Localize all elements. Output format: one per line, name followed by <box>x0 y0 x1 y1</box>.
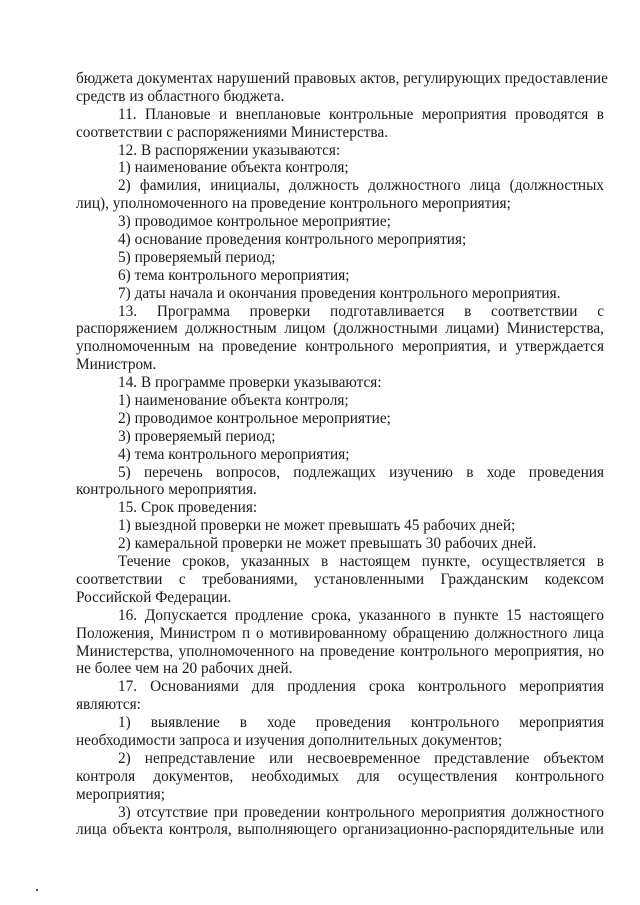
text-line: лица объекта контроля, выполняющего организационно-распорядительные или <box>76 821 604 839</box>
document-body <box>76 70 608 839</box>
text-line: 2) проводимое контрольное мероприятие; <box>118 409 391 427</box>
text-line: не более чем на 20 рабочих дней. <box>76 660 293 678</box>
text-line: Российской Федерации. <box>76 588 232 606</box>
text-line: 15. Срок проведения: <box>118 499 258 517</box>
text-line: 12. В распоряжении указываются: <box>118 141 341 159</box>
text-line: Течение сроков, указанных в настоящем пункте, осуществляется в <box>118 553 604 571</box>
text-line: распоряжением должностным лицом (должностными лицами) Министерства, <box>76 320 604 338</box>
text-line: контроля документов, необходимых для осуществления контрольного <box>76 767 604 785</box>
text-line: бюджета документах нарушений правовых актов, регулирующих предоставление <box>76 70 608 87</box>
text-line: 11. Плановые и внеплановые контрольные мероприятия проводятся в <box>118 105 604 123</box>
text-line: 4) основание проведения контрольного мероприятия; <box>118 231 467 249</box>
text-line: 3) проверяемый период; <box>118 427 276 445</box>
text-line: лиц), уполномоченного на проведение контрольного мероприятия; <box>76 195 511 213</box>
text-line: 16. Допускается продление срока, указанного в пункте 15 настоящего <box>118 606 604 624</box>
text-line: 1) наименование объекта контроля; <box>118 392 349 410</box>
text-line: являются: <box>76 696 141 714</box>
text-line: контрольного мероприятия. <box>76 481 257 499</box>
text-line: 7) даты начала и окончания проведения контрольного мероприятия. <box>118 284 561 302</box>
text-line: уполномоченным на проведение контрольного мероприятия, и утверждается <box>76 338 604 356</box>
text-line: 5) проверяемый период; <box>118 248 276 266</box>
text-line: Министром. <box>76 356 157 374</box>
text-line: 2) непредставление или несвоевременное представление объектом <box>118 749 604 767</box>
text-line: Министерства, уполномоченного на проведение контрольного мероприятия, но <box>76 642 604 660</box>
text-line: мероприятия; <box>76 785 165 803</box>
text-line: 1) выявление в ходе проведения контрольного мероприятия <box>118 714 604 732</box>
text-line: соответствии с распоряжениями Министерства. <box>76 123 389 141</box>
text-line: необходимости запроса и изучения дополнительных документов; <box>76 731 503 749</box>
text-line: 1) наименование объекта контроля; <box>118 159 349 177</box>
text-line: 3) отсутствие при проведении контрольного мероприятия должностного <box>118 803 604 821</box>
text-line: средств из областного бюджета. <box>76 87 285 105</box>
text-line: 3) проводимое контрольное мероприятие; <box>118 213 391 231</box>
text-line: 2) камеральной проверки не может превышать 30 рабочих дней. <box>118 535 537 553</box>
text-line: 2) фамилия, инициалы, должность должностного лица (должностных <box>118 177 604 195</box>
text-line: Положения, Министром п о мотивированному обращению должностного лица <box>76 624 604 642</box>
text-line: 14. В программе проверки указываются: <box>118 374 382 392</box>
text-line: соответствии с требованиями, установленными Гражданским кодексом <box>76 570 604 588</box>
scan-speck <box>36 889 38 891</box>
text-line: 6) тема контрольного мероприятия; <box>118 266 350 284</box>
text-line: 1) выездной проверки не может превышать 45 рабочих дней; <box>118 517 516 535</box>
text-line: 17. Основаниями для продления срока контрольного мероприятия <box>118 678 604 696</box>
text-line: 4) тема контрольного мероприятия; <box>118 445 350 463</box>
text-line: 5) перечень вопросов, подлежащих изучению в ходе проведения <box>118 463 604 481</box>
text-line: 13. Программа проверки подготавливается в соответствии с <box>118 302 604 320</box>
